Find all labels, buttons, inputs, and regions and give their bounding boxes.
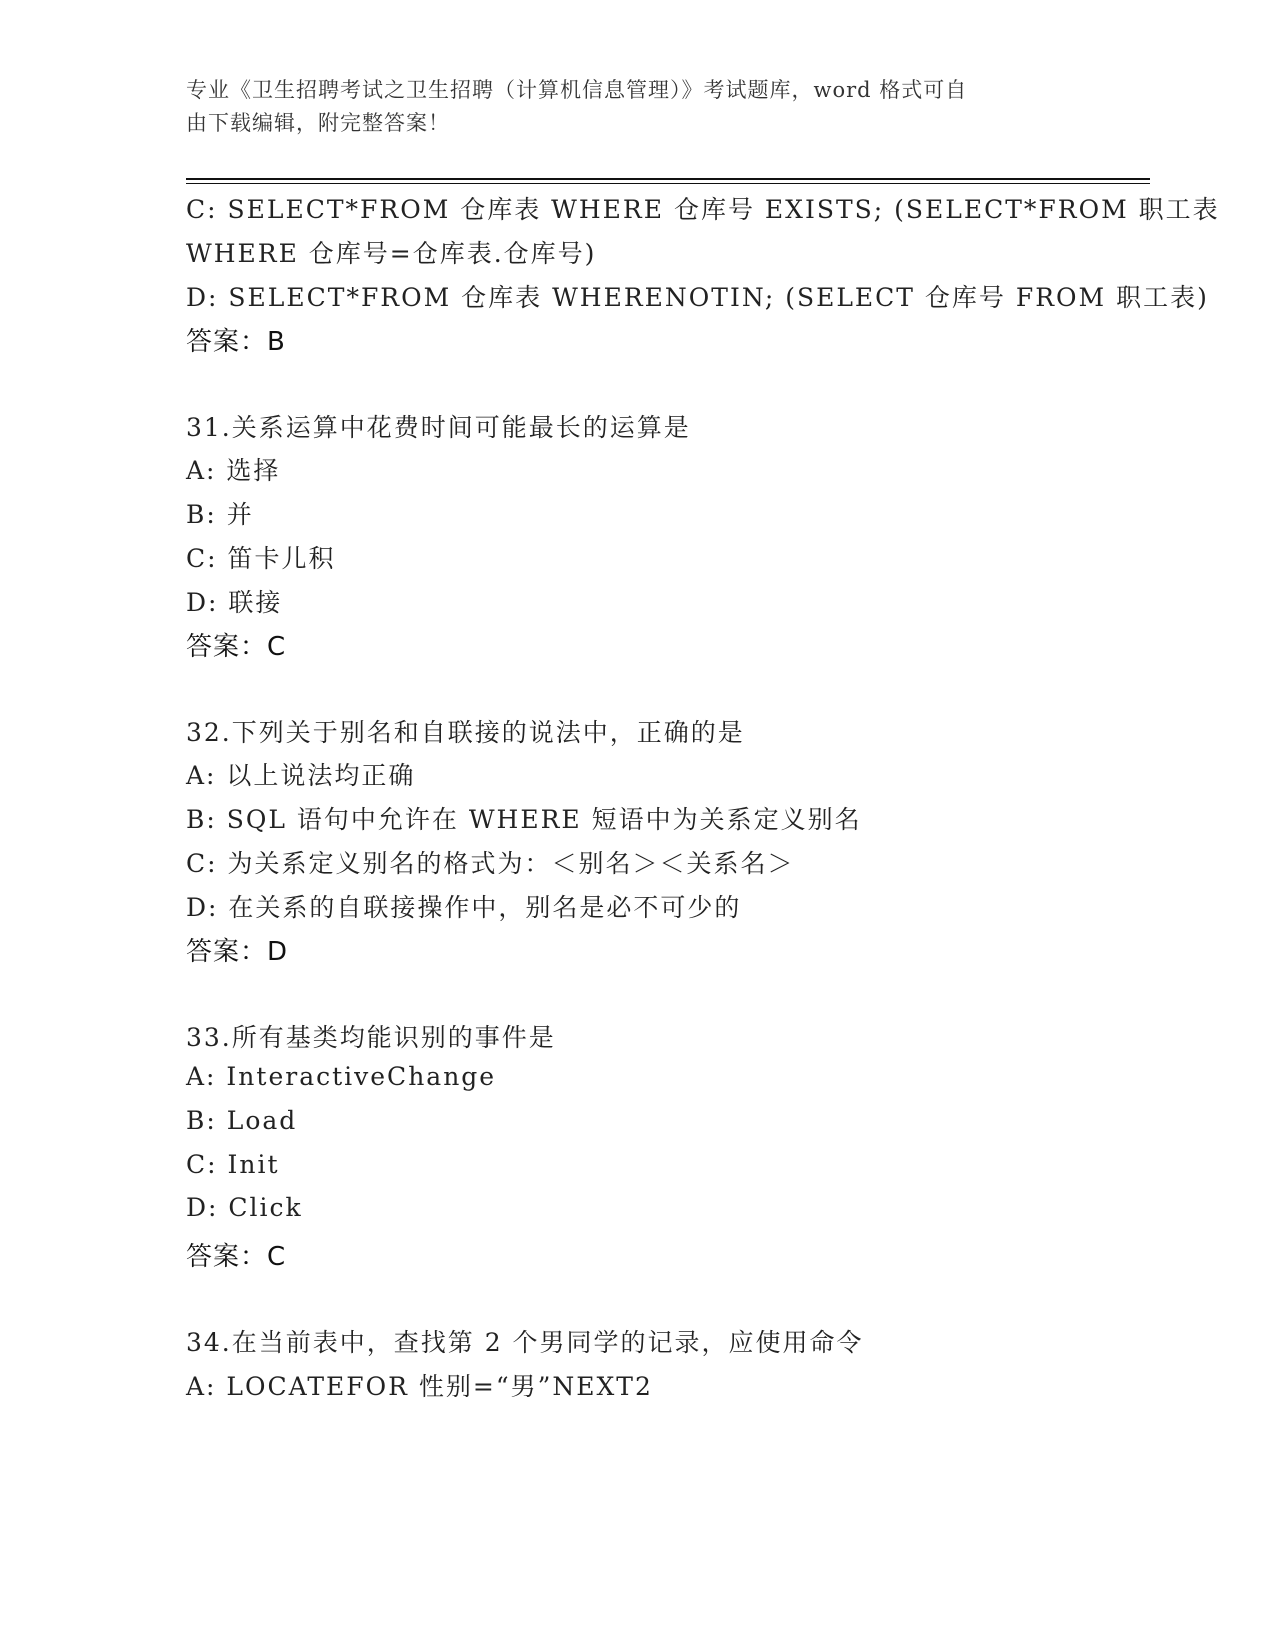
question-33-answer: 答案：C	[186, 1242, 287, 1272]
question-31-stem: 31.关系运算中花费时间可能最长的运算是	[186, 413, 691, 442]
prev-option-d: D: SELECT*FROM 仓库表 WHERENOTIN; (SELECT 仓库号 FROM 职工表)	[186, 283, 1209, 312]
question-33-option-d: D: Click	[186, 1193, 303, 1222]
question-31-option-a: A: 选择	[186, 456, 281, 485]
question-33-option-c: C: Init	[186, 1150, 280, 1179]
prev-option-c-line-2: WHERE 仓库号=仓库表.仓库号)	[186, 239, 597, 268]
header-divider-thick	[186, 178, 1150, 180]
question-31-answer: 答案：C	[186, 632, 287, 662]
header-line-2: 由下载编辑，附完整答案！	[186, 111, 450, 135]
header-divider-thin	[186, 183, 1150, 184]
question-32-option-a: A: 以上说法均正确	[186, 761, 416, 790]
question-31-option-c: C: 笛卡儿积	[186, 544, 336, 573]
question-32-option-c: C: 为关系定义别名的格式为：＜别名＞＜关系名＞	[186, 849, 795, 878]
question-34-stem: 34.在当前表中，查找第 2 个男同学的记录，应使用命令	[186, 1328, 864, 1357]
question-33-option-a: A: InteractiveChange	[186, 1062, 497, 1091]
question-32-answer: 答案：D	[186, 937, 289, 967]
question-32-option-d: D: 在关系的自联接操作中，别名是必不可少的	[186, 893, 742, 922]
prev-answer: 答案：B	[186, 327, 286, 357]
document-header	[186, 74, 1066, 140]
question-32-option-b: B: SQL 语句中允许在 WHERE 短语中为关系定义别名	[186, 805, 862, 834]
question-32-stem: 32.下列关于别名和自联接的说法中，正确的是	[186, 718, 745, 747]
question-34-option-a: A: LOCATEFOR 性别=“男”NEXT2	[186, 1372, 653, 1401]
header-line-1: 专业《卫生招聘考试之卫生招聘（计算机信息管理）》考试题库，word 格式可自	[186, 78, 968, 102]
question-33-option-b: B: Load	[186, 1106, 298, 1135]
question-33-stem: 33.所有基类均能识别的事件是	[186, 1023, 556, 1052]
question-31-option-b: B: 并	[186, 500, 254, 529]
question-31-option-d: D: 联接	[186, 588, 283, 617]
prev-option-c-line-1: C: SELECT*FROM 仓库表 WHERE 仓库号 EXISTS; (SELECT*FROM 职工表	[186, 195, 1220, 224]
